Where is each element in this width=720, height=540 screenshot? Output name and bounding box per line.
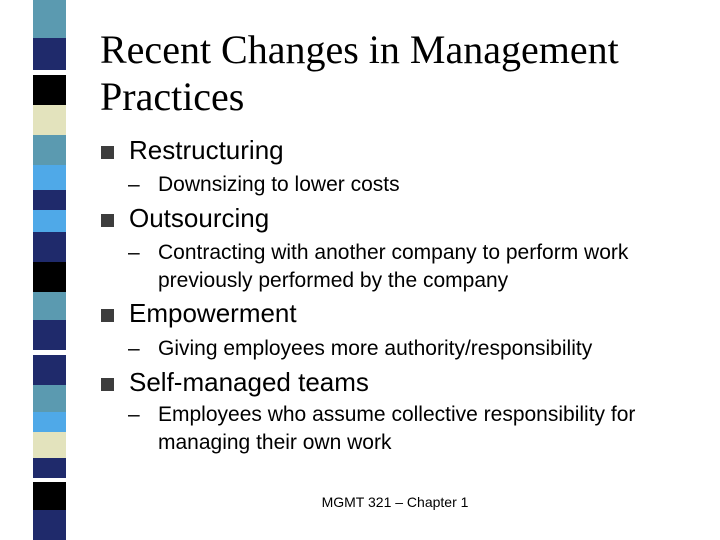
sub-bullet-contracting	[128, 239, 708, 295]
stripe-block	[33, 135, 66, 165]
stripe-block	[33, 105, 66, 135]
bullet-label: Restructuring	[129, 135, 284, 165]
stripe-block	[33, 190, 66, 210]
square-bullet-icon	[101, 309, 114, 322]
stripe-block	[33, 262, 66, 292]
stripe-block	[33, 432, 66, 458]
stripe-block	[33, 38, 66, 70]
stripe-block	[33, 385, 66, 412]
stripe-block	[33, 292, 66, 320]
sub-bullet-text: Giving employees more authority/responsibility	[158, 337, 593, 360]
stripe-block	[33, 510, 66, 540]
bullet-label: Empowerment	[129, 298, 297, 328]
decorative-color-stripe	[0, 0, 66, 540]
bullet-label: Outsourcing	[129, 203, 270, 233]
dash-marker: –	[128, 337, 140, 360]
square-bullet-icon	[101, 378, 114, 391]
square-bullet-icon	[101, 214, 114, 227]
dash-marker: –	[128, 403, 140, 426]
stripe-block	[33, 458, 66, 478]
stripe-block	[33, 320, 66, 350]
sub-bullet-giving-employees	[128, 335, 708, 363]
bullet-label: Self-managed teams	[129, 367, 369, 397]
square-bullet-icon	[101, 146, 114, 159]
stripe-block	[33, 232, 66, 262]
stripe-block	[33, 0, 66, 38]
sub-bullet-employees-who-assume	[128, 401, 708, 457]
slide-footer: MGMT 321 – Chapter 1	[321, 494, 469, 510]
stripe-block	[33, 412, 66, 432]
dash-marker: –	[128, 241, 140, 264]
sub-bullet-text: Employees who assume collective responsibility for managing their own work	[158, 403, 636, 454]
sub-bullet-text: Downsizing to lower costs	[158, 173, 400, 196]
stripe-block	[33, 165, 66, 190]
slide-title: Recent Changes in Management Practices	[100, 27, 619, 119]
dash-marker: –	[128, 173, 140, 196]
sub-bullet-text: Contracting with another company to perform work previously performed by the company	[158, 241, 629, 292]
stripe-block	[33, 355, 66, 385]
stripe-block	[33, 210, 66, 232]
sub-bullet-downsizing	[128, 171, 708, 199]
stripe-block	[33, 75, 66, 105]
